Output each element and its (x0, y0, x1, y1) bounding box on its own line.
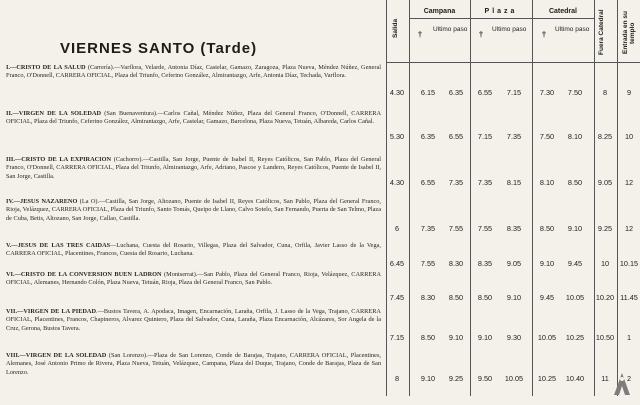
route-entry-head: III.—CRISTO DE LA EXPIRACION (6, 156, 112, 163)
route-entry-head: II.—VIRGEN DE LA SOLEDAD (6, 110, 102, 117)
schedule-cell: 7.30 (539, 88, 555, 97)
route-entry-text: (La O).—Castilla, San Jorge, Altozano, Puente de Isabel II, Reyes Católicos, San Pablo, Plaza del General Franco, Rioja, Velázquez, CARRERA OFICIAL, Plaza del Triunfo, Santo Tomás, Queipo de Llano, Calvo Sotelo, San Fernando, Puerta de San Telmo, Plaza de Cuba, Betis, Altozano, San Jorge, Callao, Castilla. (6, 198, 381, 222)
schedule-cell: 9.10 (539, 259, 555, 268)
route-entry-7 (6, 308, 381, 333)
schedule-cell: 10.05 (565, 293, 585, 302)
watermark-logo-icon (612, 372, 632, 396)
schedule-cell: 11 (601, 374, 609, 383)
schedule-cell: 2 (626, 374, 632, 383)
schedule-cell: 7.35 (448, 178, 464, 187)
schedule-cell: 6.55 (448, 132, 464, 141)
schedule-cell: 10.20 (595, 293, 615, 302)
schedule-cell: 10.05 (504, 374, 524, 383)
header-entrada: Entrada en su templo (622, 11, 636, 55)
route-entry-text: (Cachorro).—Castilla, San Jorge, Puente de Isabel II, Reyes Católicos, San Pablo, Plaza del General Franco, O'Donnell, CARRERA OFICIAL, Plaza del Triunfo, Almirantazgo, Arfe, Adriano, Pascoe y Landero, Reyes Católicos, Puente de Isabel II, San Jorge, Castilla. (6, 156, 381, 180)
route-entry-text: (Montserrat).—San Pablo, Plaza del General Franco, Rioja, Velázquez, CARRERA OFICIAL, Alemanes, Hernando Colón, Plaza Nueva, Tetuán, Rioja, Plaza del General Franco, San Pablo. (6, 271, 382, 287)
schedule-cell: 9.45 (567, 259, 583, 268)
route-entry-head: VII.—VIRGEN DE LA PIEDAD (6, 308, 97, 315)
header-catedral: Catedral (548, 8, 577, 15)
cross-icon: † (479, 30, 483, 39)
schedule-cell: 7.15 (477, 132, 493, 141)
schedule-cell: 6.55 (477, 88, 493, 97)
schedule-cell: 9.30 (506, 333, 522, 342)
route-entry-2 (6, 110, 381, 127)
subheader-ultimo-paso: Ultimo paso (492, 26, 527, 33)
schedule-cell: 7.45 (389, 293, 405, 302)
schedule-cell: 8.50 (477, 293, 493, 302)
schedule-cell: 7.55 (420, 259, 436, 268)
page-title: VIERNES SANTO (Tarde) (60, 40, 258, 57)
schedule-cell: 8.30 (448, 259, 464, 268)
schedule-cell: 9.10 (506, 293, 522, 302)
schedule-cell: 8.35 (506, 224, 522, 233)
column-rule (409, 0, 410, 396)
schedule-cell: 8.15 (506, 178, 522, 187)
schedule-cell: 8.35 (477, 259, 493, 268)
header-campana: Campana (423, 8, 456, 15)
schedule-cell: 12 (624, 224, 634, 233)
schedule-cell: 4.30 (389, 88, 405, 97)
schedule-cell: 6.35 (448, 88, 464, 97)
schedule-cell: 8.30 (420, 293, 436, 302)
schedule-cell: 8.50 (567, 178, 583, 187)
header-plaza: Plaza (484, 8, 518, 15)
route-entry-8 (6, 352, 381, 377)
schedule-cell: 9.05 (506, 259, 522, 268)
schedule-cell: 8 (602, 88, 608, 97)
schedule-cell: 11.45 (620, 293, 638, 302)
route-entry-head: VI.—CRISTO DE LA CONVERSION BUEN LADRON (6, 271, 162, 278)
column-rule (532, 0, 533, 396)
schedule-cell: 8.50 (420, 333, 436, 342)
schedule-cell: 10.25 (537, 374, 557, 383)
route-entry-6 (6, 271, 381, 288)
schedule-cell: 12 (624, 178, 634, 187)
schedule-cell: 9.10 (477, 333, 493, 342)
schedule-cell: 9.10 (448, 333, 464, 342)
route-entry-4 (6, 198, 381, 223)
schedule-table (386, 0, 640, 405)
route-entry-text: (San Buenaventura).—Carlos Cañal, Méndez Núñez, Plaza del General Franco, O'Donnell, CARRERA OFICIAL, Plaza del Triunfo, Ceferino González, Almirantazgo, Arfe, Castelar, Gamazo, Barcelona, Plaza Nueva, Tetuán, Albareda, Carlos Cañal. (6, 110, 381, 126)
schedule-cell: 8.50 (448, 293, 464, 302)
route-entry-head: IV.—JESUS NAZARENO (6, 198, 78, 205)
schedule-cell: 8.50 (539, 224, 555, 233)
schedule-cell: 10.25 (565, 333, 585, 342)
schedule-cell: 7.15 (389, 333, 405, 342)
column-rule (470, 0, 471, 396)
schedule-cell: 7.50 (567, 88, 583, 97)
route-entry-5 (6, 242, 381, 259)
route-entry-text: (San Lorenzo).—Plaza de San Lorenzo, Conde de Barajas, Trajano, CARRERA OFICIAL, Placentines, Alemanes, José Antonio Primo de Rivera, Plaza Nueva, Tetuán, Velázquez, Campana, Plaza del Duque, Trajano, Conde de Barajas, Plaza de San Lorenzo. (6, 352, 382, 376)
schedule-cell: 9 (626, 88, 632, 97)
schedule-cell: 9.25 (448, 374, 464, 383)
header-salida: Salida (392, 18, 399, 38)
schedule-cell: 4.30 (389, 178, 405, 187)
schedule-cell: 6.45 (389, 259, 405, 268)
schedule-cell: 5.30 (389, 132, 405, 141)
schedule-cell: 7.35 (420, 224, 436, 233)
route-entry-head: I.—CRISTO DE LA SALUD (6, 64, 86, 71)
route-entry-text: —Luchana, Cuesta del Rosario, Villegas, Plaza del Salvador, Cuna, Orfila, Javier Lasso de la Vega, CARRERA OFICIAL, Placentines, Francos, Cuesta del Rosario, Luchana. (6, 242, 381, 258)
cross-icon: † (418, 30, 422, 39)
schedule-cell: 6.35 (420, 132, 436, 141)
schedule-cell: 10 (600, 259, 610, 268)
schedule-cell: 10.50 (595, 333, 615, 342)
schedule-cell: 9.10 (567, 224, 583, 233)
schedule-cell: 6.15 (420, 88, 436, 97)
schedule-cell: 8 (394, 374, 400, 383)
schedule-cell: 7.35 (477, 178, 493, 187)
schedule-cell: 9.45 (539, 293, 555, 302)
subheader-ultimo-paso: Ultimo paso (555, 26, 590, 33)
schedule-cell: 6.55 (420, 178, 436, 187)
schedule-cell: 8.25 (597, 132, 613, 141)
route-entry-head: V.—JESUS DE LAS TRES CAIDAS (6, 242, 111, 249)
header-rule (409, 18, 594, 19)
schedule-cell: 8.10 (539, 178, 555, 187)
schedule-cell: 10.40 (565, 374, 585, 383)
header-bottom-rule (386, 62, 640, 63)
schedule-cell: 7.55 (448, 224, 464, 233)
schedule-cell: 10.05 (537, 333, 557, 342)
schedule-cell: 10.15 (619, 259, 639, 268)
schedule-cell: 9.50 (477, 374, 493, 383)
schedule-cell: 9.10 (420, 374, 436, 383)
header-fuera-catedral: Fuera Catedral (598, 9, 605, 55)
schedule-cell: 9.25 (597, 224, 613, 233)
subheader-ultimo-paso: Ultimo paso (433, 26, 468, 33)
schedule-cell: 7.35 (506, 132, 522, 141)
schedule-cell: 8.10 (567, 132, 583, 141)
schedule-cell: 7.50 (539, 132, 555, 141)
schedule-cell: 10 (624, 132, 634, 141)
route-entry-head: VIII.—VIRGEN DE LA SOLEDAD (6, 352, 107, 359)
route-entry-text: (Carrería).—Varflora, Velarde, Antonia Díaz, Castelar, Gamazo, Zaragoza, Plaza Nueva, Méndez Núñez, General Franco, O'Donnell, CARRERA OFICIAL, Plaza del Triunfo, Ceferino González, Almirantazgo, Arfe, Antonia Díaz, Techada, Varflora. (6, 64, 381, 80)
schedule-cell: 9.05 (597, 178, 613, 187)
schedule-cell: 7.55 (477, 224, 493, 233)
schedule-cell: 7.15 (506, 88, 522, 97)
cross-icon: † (542, 30, 546, 39)
schedule-cell: 1 (626, 333, 632, 342)
route-entry-3 (6, 156, 381, 181)
schedule-cell: 6 (394, 224, 400, 233)
route-entry-1 (6, 64, 381, 81)
route-entry-text: .—Bustos Tavera, A. Apodaca, Imagen, Encarnación, Laraña, Orfila, J. Lasso de la Vega, Trajano, CARRERA OFICIAL, Placentines, Francos, Chapineros, Alvarez Quintero, Plaza del Salvador, Cuna, Laraña, Plaza Encarnación, Alcázares, Sor Angela de la Cruz, Gerona, Bustos Tavera. (6, 308, 381, 332)
